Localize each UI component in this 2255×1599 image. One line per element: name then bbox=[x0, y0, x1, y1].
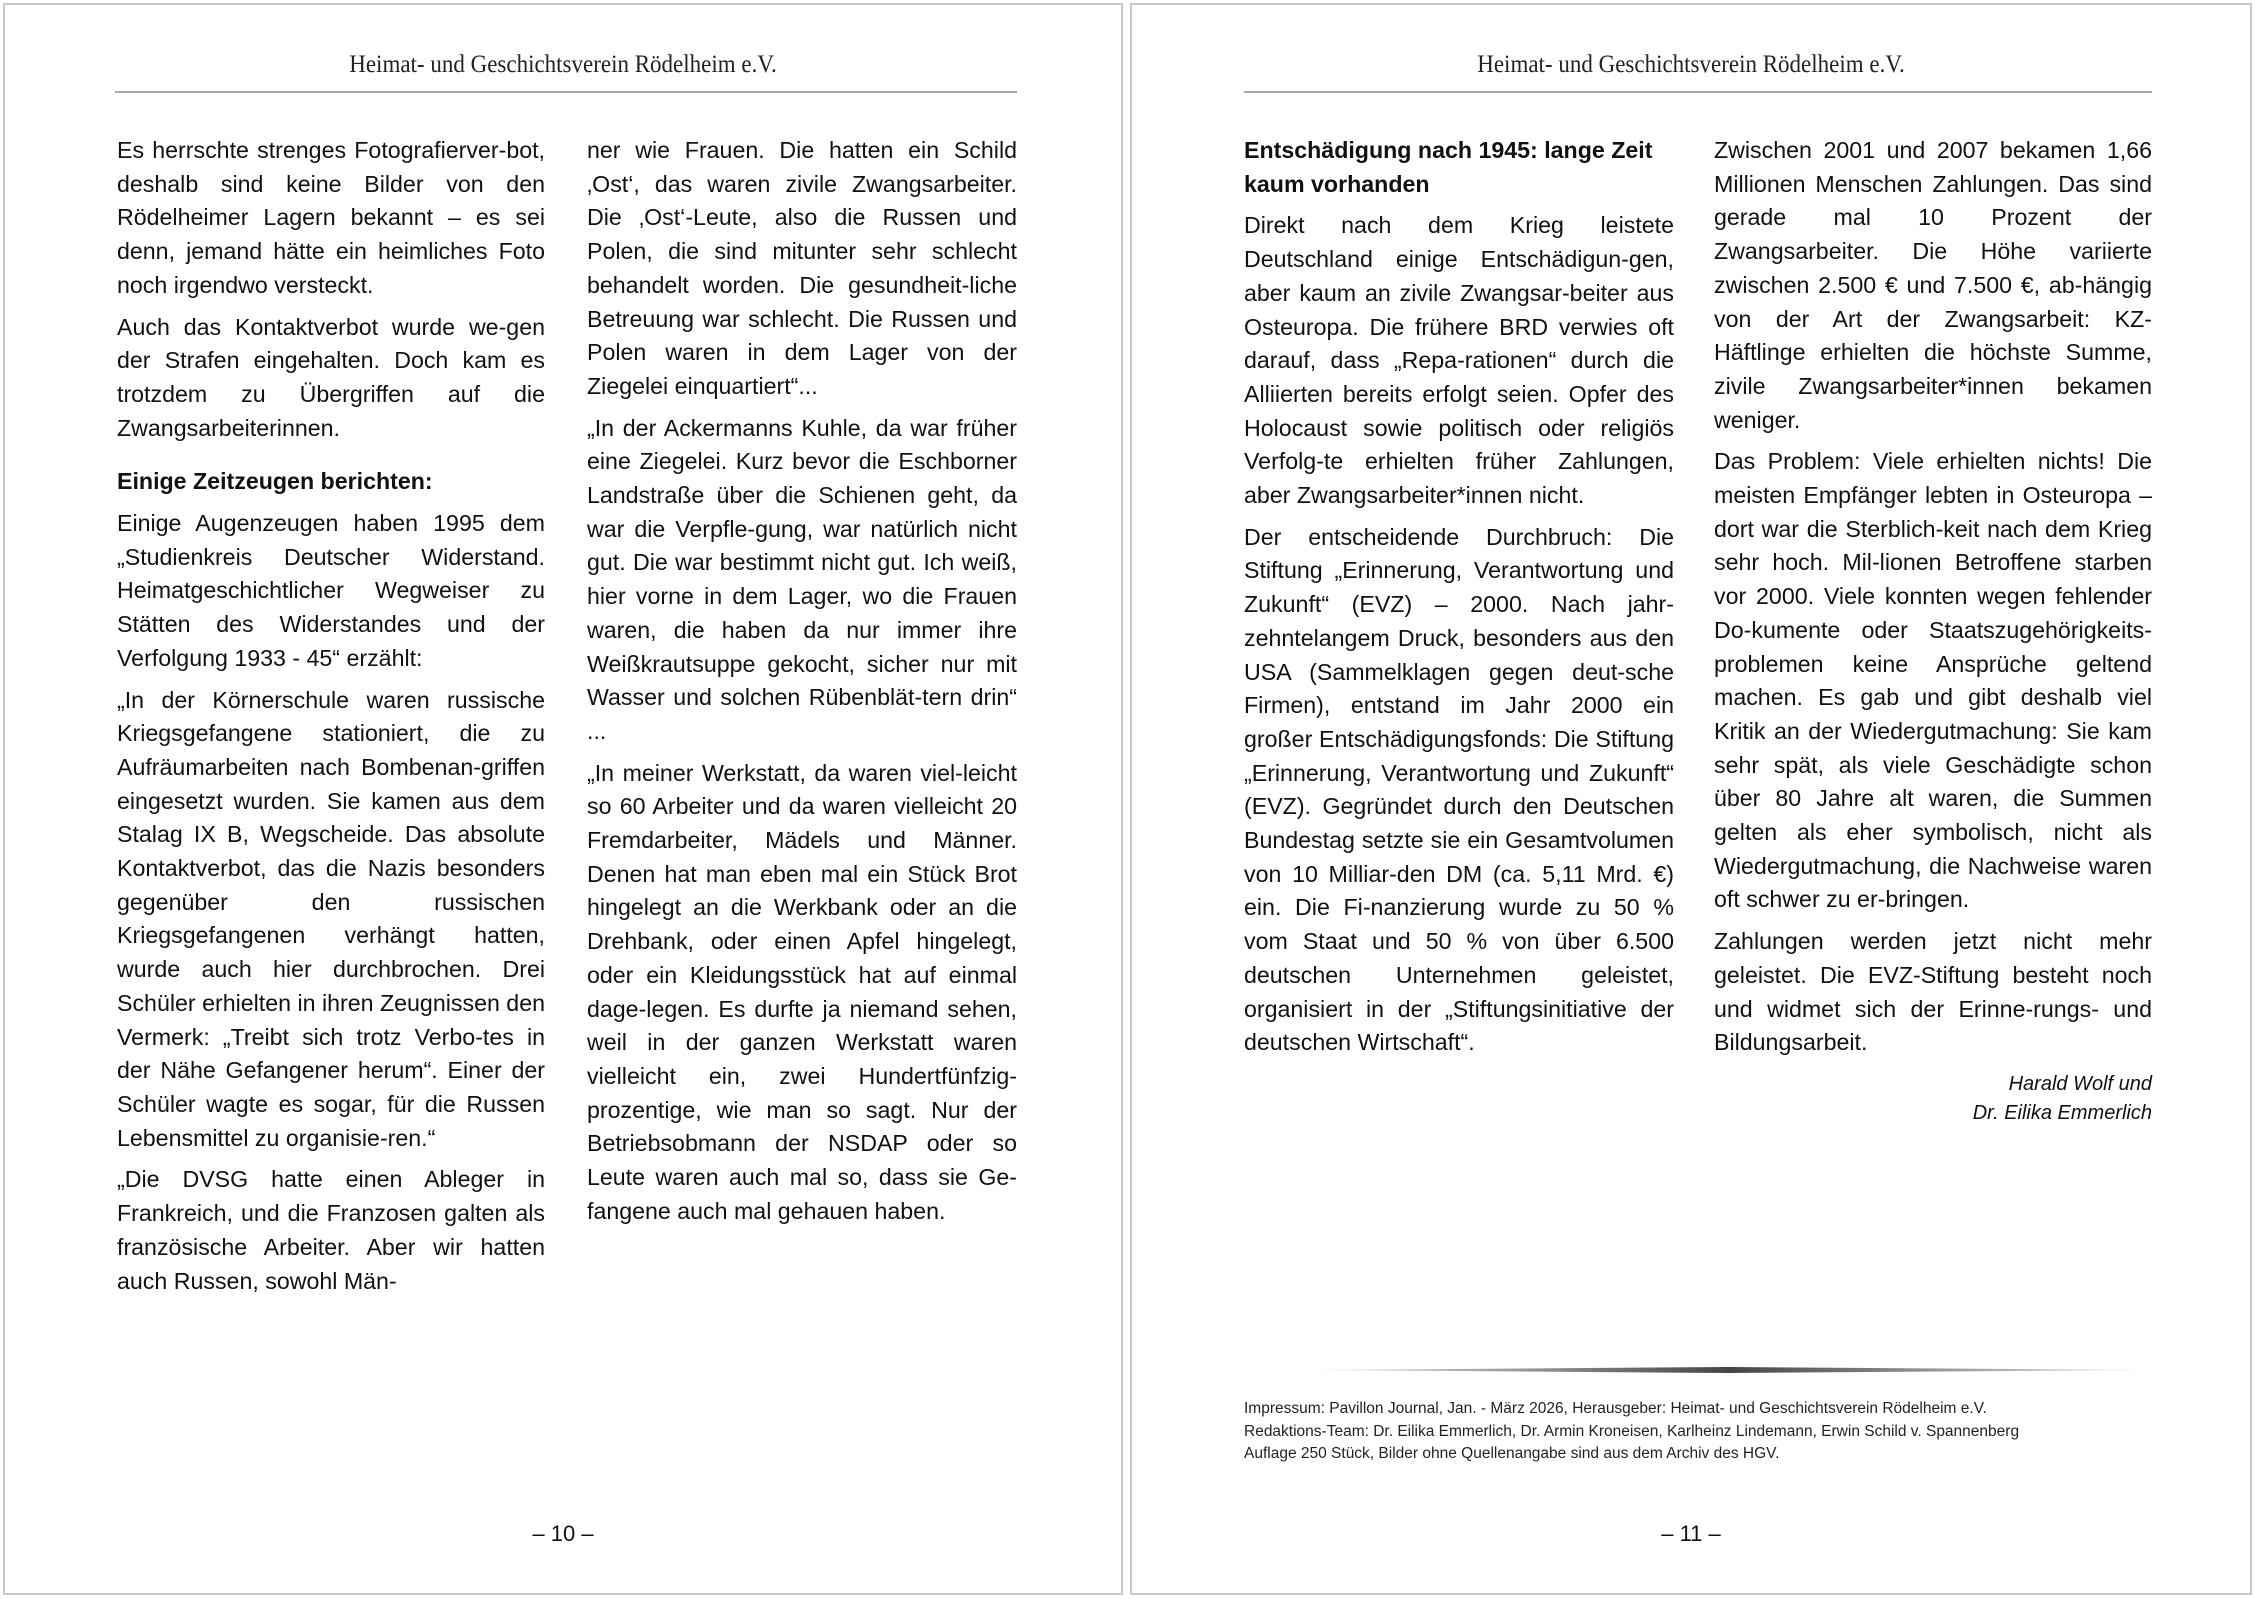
text-column-right bbox=[1714, 134, 2152, 1128]
author-signature bbox=[1714, 1070, 2152, 1128]
page-number: – 10 – bbox=[532, 1521, 594, 1546]
impressum-line: Auflage 250 Stück, Bilder ohne Quellenangabe sind aus dem Archiv des HGV. bbox=[1244, 1445, 1780, 1462]
quote-paragraph: „In der Körnerschule waren russische Kriegsgefangene stationiert, die zu Aufräumarbeiten nach Bombenan-griffen eingesetzt wurden. Sie kamen aus dem Stalag IX B, Wegscheide. Das absolute Kontaktverbot, das die Nazis besonders gegenüber den russischen Kriegsgefangenen verhängt hatten, wurde auch hier durchbrochen. Drei Schüler erhielten in ihren Zeugnissen den Vermerk: „Treibt sich trotz Verbo-tes in der Nähe Gefangener herum“. Einer der Schüler wagte es sogar, für die Russen Lebensmittel zu organisie-ren.“ bbox=[117, 686, 545, 1151]
paragraph: Der entscheidende Durchbruch: Die Stiftung „Erinnerung, Verantwortung und Zukunft“ (EVZ) – 2000. Nach jahr-zehntelangem Druck, besonders aus den USA (Sammelklagen gegen deut-sche Firmen), entstand im Jahr 2000 ein großer Entschädigungsfonds: Die Stiftung „Erinnerung, Verantwortung und Zukunft“ (EVZ). Gegründet durch den Deutschen Bundestag setzte sie ein Gesamtvolumen von 10 Milliar-den DM (ca. 5,11 Mrd. €) ein. Die Fi-nanzierung wurde zu 50 % vom Staat und 50 % von über 6.500 deutschen Unternehmen geleistet, organisiert in der „Stiftungsinitiative der deutschen Wirtschaft“. bbox=[1244, 523, 1674, 1056]
paragraph: Einige Augenzeugen haben 1995 dem „Studienkreis Deutscher Widerstand. Heimatgeschichtlicher Wegweiser zu Stätten des Widerstandes und der Verfolgung 1933 - 45“ erzählt: bbox=[117, 510, 545, 671]
impressum bbox=[1244, 1398, 2154, 1466]
paragraph: Direkt nach dem Krieg leistete Deutschland einige Entschädigun-gen, aber kaum an zivile Zwangsar-beiter aus Osteuropa. Die frühere BRD verwies oft darauf, dass „Repa-rationen“ durch die Alliierten bereits erfolgt seien. Opfer des Holocaust sowie politisch oder religiös Verfolg-te erhielten früher Zahlungen, aber Zwangsarbeiter*innen nicht. bbox=[1244, 212, 1674, 509]
page-number: – 11 – bbox=[1661, 1521, 1721, 1546]
header-divider bbox=[115, 91, 1017, 93]
signature-line: Dr. Eilika Emmerlich bbox=[1972, 1101, 2152, 1124]
text-column-left bbox=[1244, 134, 1674, 1068]
page-11 bbox=[1130, 3, 2252, 1595]
text-column-right bbox=[587, 134, 1017, 1237]
impressum-line: Impressum: Pavillon Journal, Jan. - März 2026, Herausgeber: Heimat- und Geschichtsverein Rödelheim e.V. bbox=[1244, 1400, 1987, 1417]
quote-paragraph: ner wie Frauen. Die hatten ein Schild ‚Ost‘, das waren zivile Zwangsarbeiter. Die ‚Ost‘-Leute, also die Russen und Polen, die sind mitunter sehr schlecht behandelt worden. Die gesundheit-liche Betreuung war schlecht. Die Russen und Polen waren in dem Lager von der Ziegelei einquartiert“... bbox=[587, 137, 1017, 399]
paragraph: Es herrschte strenges Fotografierver-bot, deshalb sind keine Bilder von den Rödelheimer Lagern bekannt – es sei denn, jemand hätte ein heimliches Foto noch irgendwo versteckt. bbox=[117, 137, 545, 298]
paragraph: Zwischen 2001 und 2007 bekamen 1,66 Millionen Menschen Zahlungen. Das sind gerade mal 10 Prozent der Zwangsarbeiter. Die Höhe variierte zwischen 2.500 € und 7.500 €, ab-hängig von der Art der Zwangsarbeit: KZ-Häftlinge erhielten die höchste Summe, zivile Zwangsarbeiter*innen bekamen weniger. bbox=[1714, 137, 2152, 433]
quote-paragraph: „In der Ackermanns Kuhle, da war früher eine Ziegelei. Kurz bevor die Eschborner Landstraße über die Schienen geht, da war die Verpfle-gung, war natürlich nicht gut. Die war bestimmt nicht gut. Ich weiß, hier vorne in dem Lager, wo die Frauen waren, die haben da nur immer ihre Weißkrautsuppe gekocht, sicher nur mit Wasser und solchen Rübenblät-tern drin“ ... bbox=[587, 414, 1017, 744]
decorative-divider bbox=[1309, 1367, 2149, 1373]
page-10 bbox=[3, 3, 1123, 1595]
quote-paragraph: „Die DVSG hatte einen Ableger in Frankreich, und die Franzosen galten als französische Arbeiter. Aber wir hatten auch Russen, sowohl Män- bbox=[117, 1166, 545, 1294]
quote-paragraph: „In meiner Werkstatt, da waren viel-leicht so 60 Arbeiter und da waren vielleicht 20 Fremdarbeiter, Mädels und Männer. Denen hat man eben mal ein Stück Brot hingelegt an die Werkbank oder an die Drehbank, oder einen Apfel hingelegt, oder ein Kleidungsstück hat auf einmal dage-legen. Es durfte ja niemand sehen, weil in der ganzen Werkstatt waren vielleicht ein, zwei Hundertfünfzig-prozentige, wie man so sagt. Nur der Betriebsobmann der NSDAP oder so Leute waren auch mal so, dass sie Ge-fangene auch mal gehauen haben. bbox=[587, 759, 1017, 1224]
impressum-line: Redaktions-Team: Dr. Eilika Emmerlich, Dr. Armin Kroneisen, Karlheinz Lindemann, Erwin Schild v. Spannenberg bbox=[1244, 1422, 2020, 1440]
running-header: Heimat- und Geschichtsverein Rödelheim e.V. bbox=[1477, 51, 1905, 78]
paragraph: Auch das Kontaktverbot wurde we-gen der Strafen eingehalten. Doch kam es trotzdem zu Übergriffen auf die Zwangsarbeiterinnen. bbox=[117, 313, 545, 441]
section-heading: Einige Zeitzeugen berichten: bbox=[117, 468, 433, 495]
signature-line: Harald Wolf und bbox=[2008, 1072, 2152, 1095]
header-divider bbox=[1244, 91, 2152, 93]
running-header: Heimat- und Geschichtsverein Rödelheim e.V. bbox=[349, 51, 777, 78]
text-column-left bbox=[117, 134, 545, 1306]
section-heading: Entschädigung nach 1945: lange Zeit kaum vorhanden bbox=[1244, 137, 1653, 197]
paragraph: Das Problem: Viele erhielten nichts! Die meisten Empfänger lebten in Osteuropa – dort war die Sterblich-keit nach dem Krieg sehr hoch. Mil-lionen Betroffene starben vor 2000. Viele konnten wegen fehlender Do-kumente oder Staatszugehörigkeits-problemen keine Ansprüche geltend machen. Es gab und gibt deshalb viel Kritik an der Wiedergutmachung: Sie kam sehr spät, als viele Geschädigte schon über 80 Jahre alt waren, die Summen gelten als eher symbolisch, nicht als Wiedergutmachung, die Nachweise waren oft schwer zu er-bringen. bbox=[1714, 448, 2152, 913]
paragraph: Zahlungen werden jetzt nicht mehr geleistet. Die EVZ-Stiftung besteht noch und widmet sich der Erinne-rungs- und Bildungsarbeit. bbox=[1714, 928, 2152, 1056]
